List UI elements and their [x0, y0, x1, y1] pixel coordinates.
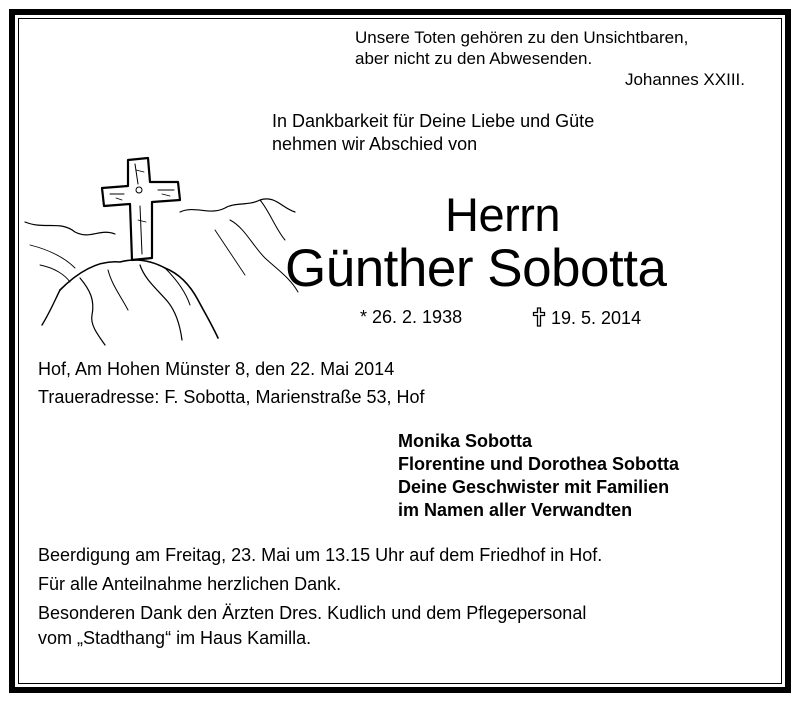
special-thanks-line-2: vom „Stadthang“ im Haus Kamilla. — [38, 628, 312, 648]
address-block — [38, 355, 425, 411]
intro-line-2: nehmen wir Abschied von — [272, 134, 478, 154]
latin-cross-icon — [532, 307, 546, 327]
salutation: Herrn — [445, 188, 561, 241]
intro-text — [272, 110, 594, 156]
death-date: 19. 5. 2014 — [551, 308, 642, 328]
deceased-name: Günther Sobotta — [285, 239, 667, 298]
place-and-date: Hof, Am Hohen Münster 8, den 22. Mai 2014 — [38, 359, 395, 379]
mourner-line: Monika Sobotta — [398, 431, 532, 451]
mourners-list — [398, 430, 679, 522]
special-thanks-line-1: Besonderen Dank den Ärzten Dres. Kudlich und dem Pflegepersonal — [38, 603, 587, 623]
memorial-quote — [355, 27, 745, 90]
mourner-line: im Namen aller Verwandten — [398, 500, 633, 520]
mourner-line: Florentine und Dorothea Sobotta — [398, 454, 679, 474]
birth-date: * 26. 2. 1938 — [360, 307, 463, 327]
summit-cross-illustration — [20, 150, 320, 350]
funeral-notice: Beerdigung am Freitag, 23. Mai um 13.15 Uhr auf dem Friedhof in Hof. — [38, 545, 603, 565]
thanks-note: Für alle Anteilnahme herzlichen Dank. — [38, 574, 342, 594]
quote-author: Johannes XXIII. — [624, 70, 745, 89]
quote-line-2: aber nicht zu den Abwesenden. — [355, 49, 593, 68]
quote-line-1: Unsere Toten gehören zu den Unsichtbaren, — [355, 28, 689, 47]
mourner-line: Deine Geschwister mit Familien — [398, 477, 670, 497]
intro-line-1: In Dankbarkeit für Deine Liebe und Güte — [272, 111, 595, 131]
mourning-address: Traueradresse: F. Sobotta, Marienstraße 53, Hof — [38, 387, 425, 407]
death-date-group — [532, 307, 641, 329]
closing-notes — [38, 543, 602, 651]
